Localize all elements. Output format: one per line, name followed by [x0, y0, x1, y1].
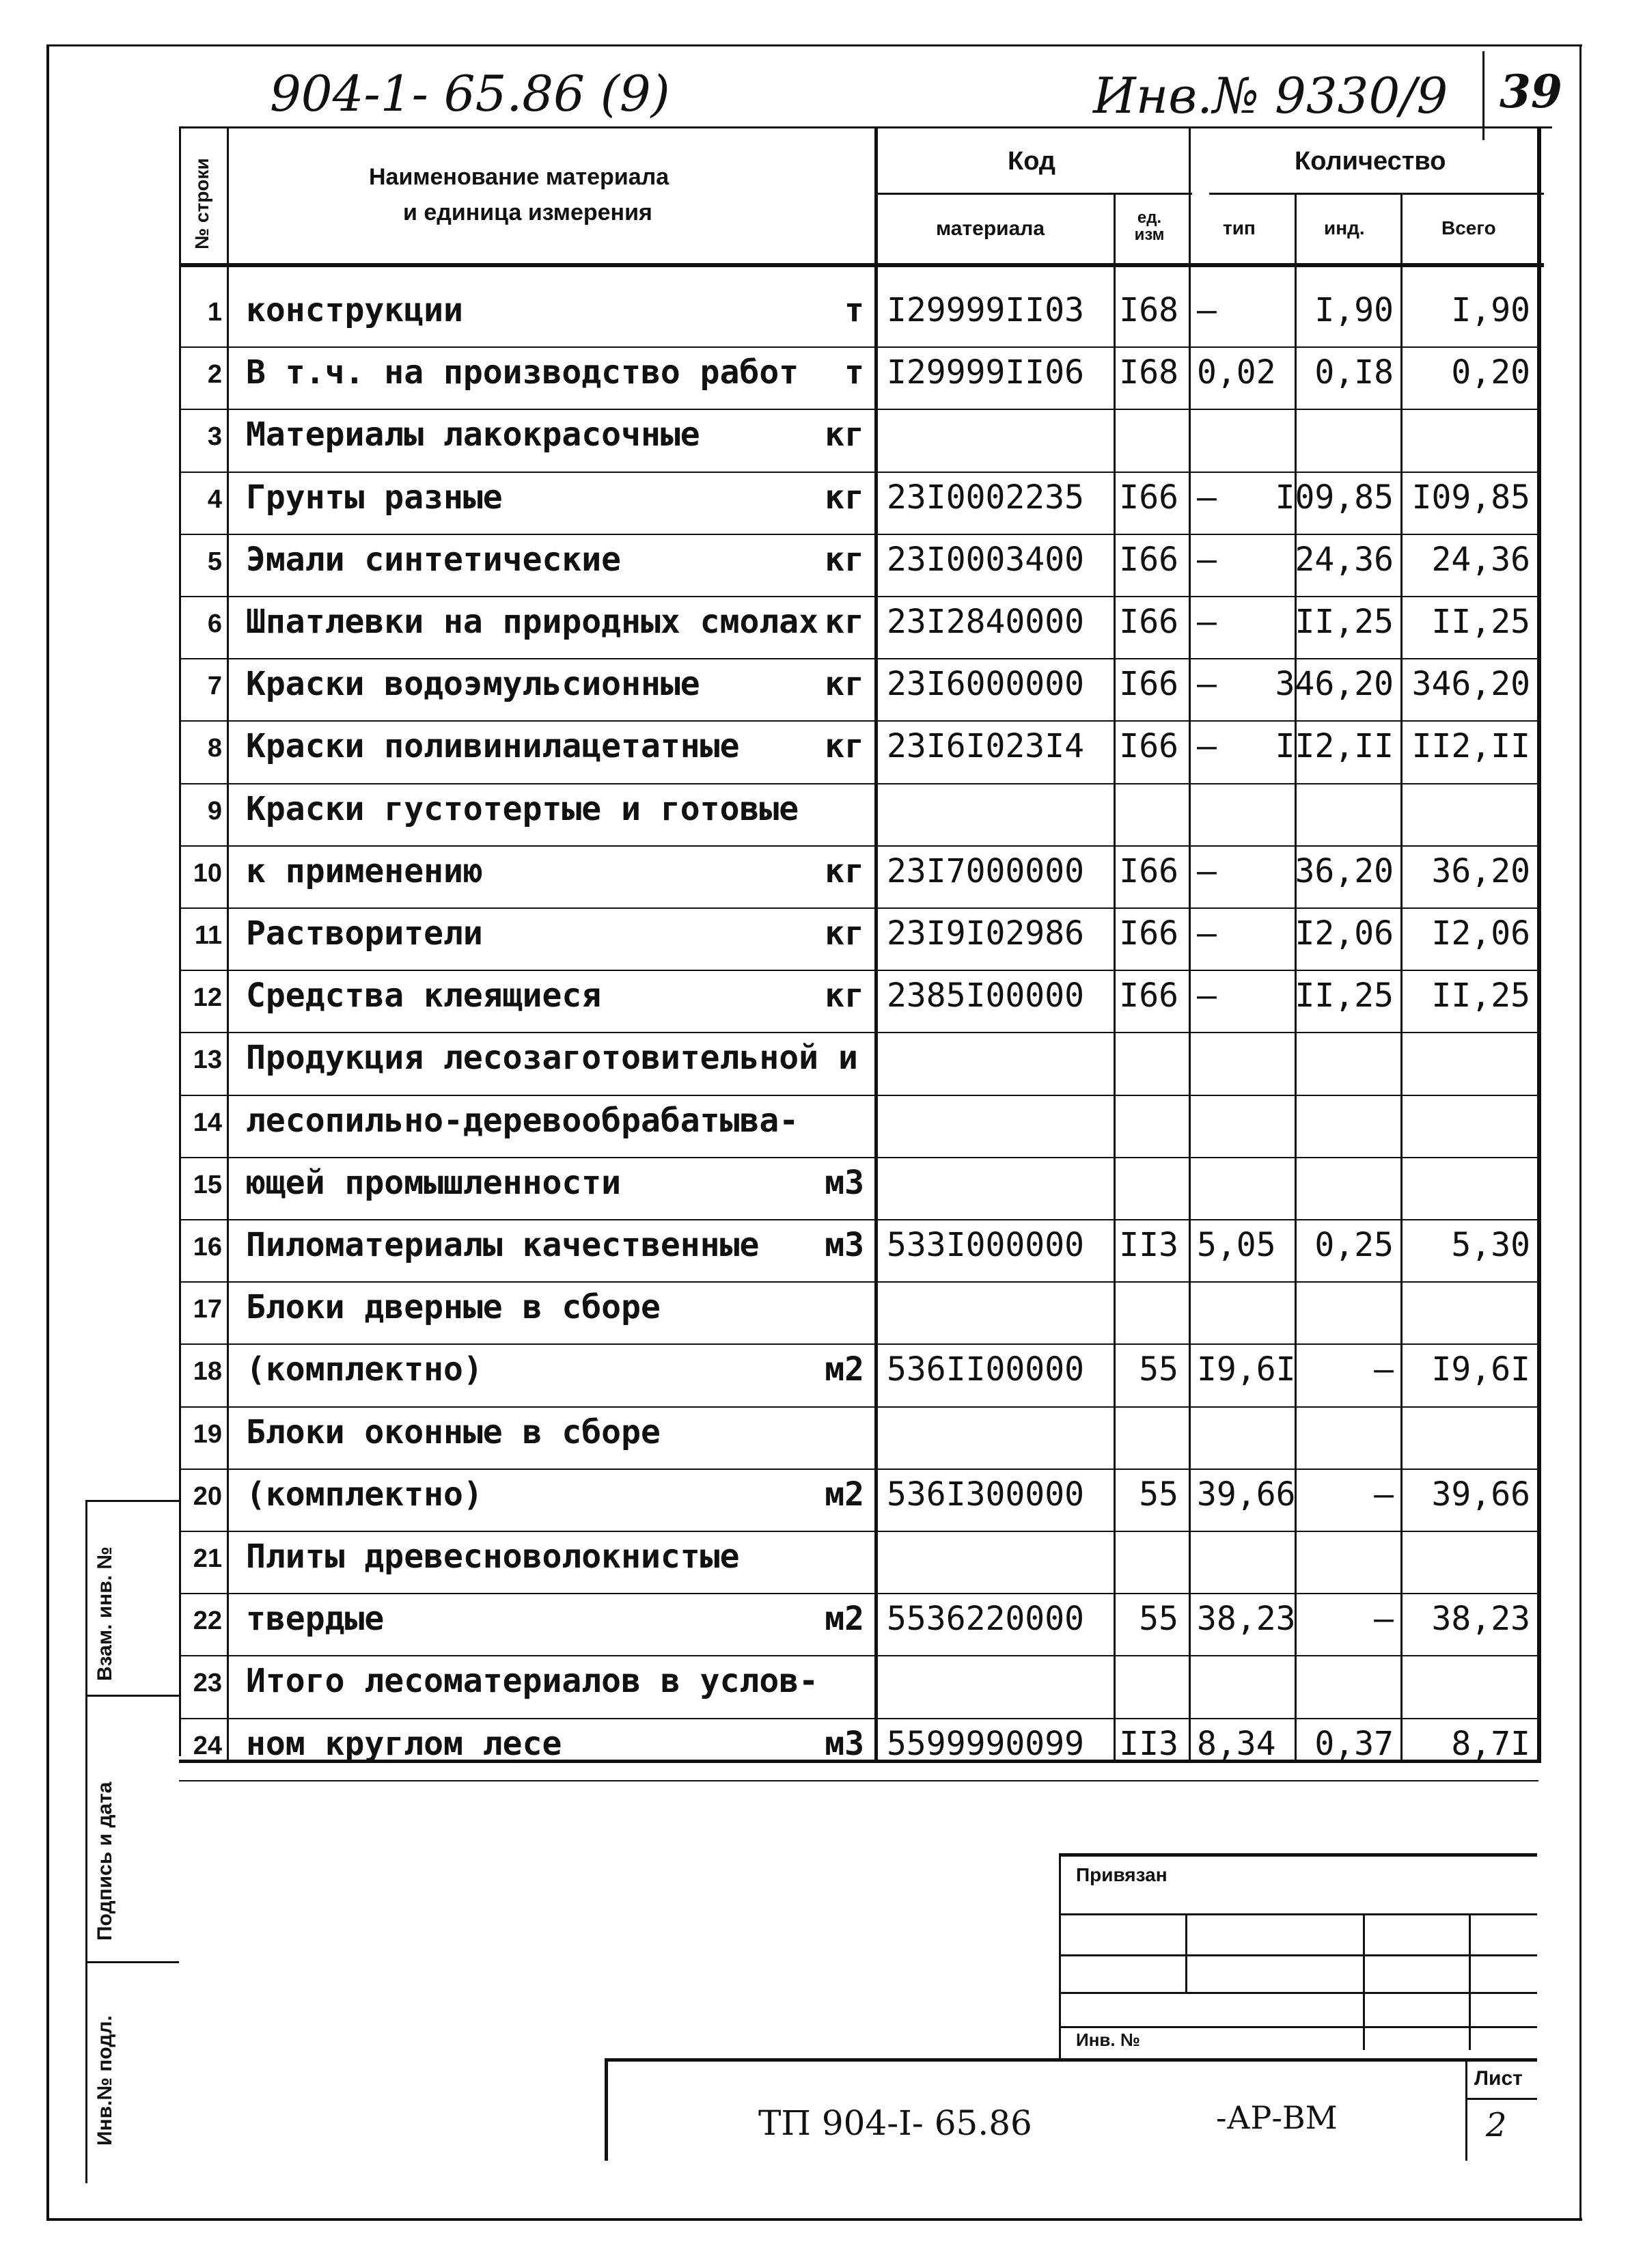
material-name: Итого лесоматериалов в услов- [246, 1662, 819, 1701]
qty-typ: – [1197, 976, 1217, 1015]
qty-ind: 0,37 [1314, 1724, 1394, 1763]
row-number: 1 [207, 298, 222, 327]
qty-typ: – [1197, 291, 1217, 329]
qty-typ: 0,02 [1197, 353, 1276, 392]
row-rule [179, 907, 1538, 909]
table-row [0, 724, 1630, 787]
material-code: 5536220000 [887, 1600, 1084, 1639]
material-name: Растворители [246, 914, 483, 953]
row-rule [179, 1219, 1538, 1220]
row-number: 6 [207, 610, 222, 638]
unit-label: м3 [825, 1724, 864, 1763]
table-row [0, 912, 1630, 974]
table-row [0, 662, 1630, 724]
code-header: Код [1008, 147, 1056, 176]
qty-ind: 346,20 [1275, 665, 1394, 704]
stamp-col-3 [1469, 1913, 1471, 2050]
qty-total: II,25 [1431, 976, 1530, 1015]
row-rule [179, 658, 1538, 659]
material-name: Краски поливинилацетатные [246, 727, 740, 766]
unit-code: 55 [1139, 1350, 1178, 1389]
table-row [0, 351, 1630, 413]
row-number: 22 [193, 1607, 222, 1636]
qty-typ: – [1197, 540, 1217, 579]
stamp-row-2 [1059, 1954, 1537, 1956]
unit-label: кг [825, 478, 864, 517]
table-row [0, 1410, 1630, 1473]
row-rule [179, 346, 1538, 348]
material-name: Грунты разные [246, 478, 503, 517]
row-number: 24 [193, 1731, 222, 1760]
qty-total: 24,36 [1431, 540, 1530, 579]
table-row [0, 849, 1630, 912]
material-name: В т.ч. на производство работ [246, 353, 799, 392]
unit-code: I66 [1119, 665, 1178, 704]
project-code: 904-1- 65.86 (9) [270, 65, 670, 122]
qty-typ-header: тип [1223, 217, 1256, 238]
table-row [0, 1659, 1630, 1721]
table-row [0, 476, 1630, 538]
table-row [0, 1722, 1630, 1784]
row-rule [179, 783, 1538, 784]
stamp-top [1059, 1853, 1537, 1857]
material-code: 2385I00000 [887, 976, 1084, 1015]
material-name: (комплектно) [246, 1350, 483, 1389]
stamp-inv-no: Инв. № [1076, 2030, 1140, 2050]
code-unit-header: ед. изм [1134, 208, 1165, 245]
qty-ind: II,25 [1295, 976, 1394, 1015]
side-label-podpis: Подпись и дата [94, 1781, 116, 1941]
qty-typ: – [1197, 851, 1217, 890]
side-strip-line-2 [85, 1695, 179, 1697]
row-rule [179, 845, 1538, 847]
qty-ind-header: инд. [1324, 217, 1365, 238]
material-name: Продукция лесозаготовительной и [246, 1039, 858, 1078]
code-material-header: материала [936, 217, 1045, 240]
material-name: твердые [246, 1600, 385, 1639]
material-name: Эмали синтетические [246, 540, 622, 579]
unit-code: I66 [1119, 851, 1178, 890]
table-row [0, 974, 1630, 1036]
table-row [0, 1535, 1630, 1597]
material-code: 23I6000000 [887, 665, 1084, 704]
material-code: I29999II03 [887, 291, 1084, 329]
qty-ind: I2,06 [1295, 914, 1394, 953]
row-rule [179, 1032, 1538, 1033]
qty-header: Количество [1295, 147, 1446, 176]
qty-ind: I09,85 [1275, 478, 1394, 517]
row-number: 2 [207, 360, 222, 390]
unit-code: I66 [1119, 976, 1178, 1015]
table-row [0, 1348, 1630, 1410]
row-number: 20 [193, 1481, 222, 1511]
qty-ind: II2,II [1275, 727, 1394, 766]
side-label-vzam: Взам. инв. № [94, 1546, 116, 1681]
unit-code: I68 [1119, 353, 1178, 392]
row-rule [179, 596, 1538, 597]
table-row [0, 787, 1630, 849]
unit-label: м3 [825, 1226, 864, 1264]
row-rule [179, 534, 1538, 535]
unit-label: т [844, 353, 864, 392]
row-number: 16 [193, 1233, 222, 1261]
table-row [0, 288, 1630, 351]
qty-subheader-line [1209, 193, 1544, 195]
material-code: 536I300000 [887, 1475, 1084, 1514]
row-number: 11 [194, 921, 222, 950]
unit-code: 55 [1139, 1475, 1178, 1514]
table-row [0, 413, 1630, 475]
stamp-row-3 [1059, 1992, 1537, 1994]
row-rule [179, 409, 1538, 410]
unit-label: кг [825, 914, 864, 953]
unit-label: кг [825, 727, 864, 766]
row-number: 23 [193, 1669, 222, 1698]
table-row [0, 600, 1630, 662]
table-top-line [179, 126, 1552, 128]
qty-total: 38,23 [1431, 1600, 1530, 1639]
title-block-sheet-line [1465, 2098, 1537, 2100]
material-code: 23I7000000 [887, 851, 1084, 890]
title-block-sheet-divider [1465, 2058, 1467, 2161]
material-name: ном круглом лесе [246, 1724, 562, 1763]
qty-total: 0,20 [1451, 353, 1530, 392]
stamp-row-4 [1059, 2026, 1537, 2028]
qty-total-header: Всего [1441, 217, 1496, 238]
qty-total: II2,II [1411, 727, 1530, 766]
table-row [0, 1473, 1630, 1535]
qty-typ: – [1197, 478, 1217, 517]
stamp-row-1 [1059, 1913, 1537, 1915]
row-rule [179, 720, 1538, 722]
qty-ind: – [1374, 1600, 1394, 1639]
row-number: 15 [193, 1170, 222, 1199]
material-name: Пиломатериалы качественные [246, 1226, 760, 1264]
unit-label: кг [825, 665, 864, 704]
qty-total: I,90 [1451, 291, 1530, 329]
title-block-top [605, 2058, 1537, 2062]
unit-label: м3 [825, 1163, 864, 1202]
material-name: к применению [246, 851, 483, 890]
row-number: 17 [193, 1295, 222, 1324]
unit-label: кг [825, 415, 864, 454]
material-name: ющей промышленности [246, 1163, 622, 1202]
material-name: Материалы лакокрасочные [246, 415, 700, 454]
unit-label: кг [825, 540, 864, 579]
row-rule [179, 1343, 1538, 1345]
qty-total: 8,7I [1451, 1724, 1530, 1763]
stamp-privyazan: Привязан [1076, 1864, 1168, 1885]
qty-typ: – [1197, 603, 1217, 641]
unit-code: 55 [1139, 1600, 1178, 1639]
table-header-bottom [179, 263, 1544, 267]
qty-typ: I9,6I [1197, 1350, 1296, 1389]
row-rule [179, 1655, 1538, 1656]
row-number: 19 [193, 1419, 222, 1449]
row-rule [179, 472, 1538, 473]
row-rule [179, 1468, 1538, 1470]
row-rule [179, 970, 1538, 971]
row-rule [179, 1593, 1538, 1594]
inventory-number: Инв.№ 9330/9 [1093, 67, 1448, 124]
code-subheader-line [878, 193, 1192, 195]
qty-ind: II,25 [1295, 603, 1394, 641]
row-number: 10 [193, 858, 222, 888]
qty-ind: – [1374, 1350, 1394, 1389]
side-strip-left [85, 1500, 87, 2183]
sheet-number: 2 [1486, 2106, 1507, 2144]
material-name: Блоки оконные в сборе [246, 1412, 661, 1451]
stamp-col-1 [1185, 1913, 1187, 1992]
unit-code: I66 [1119, 727, 1178, 766]
qty-total: I9,6I [1431, 1350, 1530, 1389]
material-name: Шпатлевки на природных смолах [246, 603, 819, 641]
row-number-header: № строки [191, 158, 212, 249]
row-number: 13 [193, 1046, 222, 1075]
row-rule [179, 1157, 1538, 1158]
qty-typ: 39,66 [1197, 1475, 1296, 1514]
row-rule [179, 1281, 1538, 1283]
top-border [46, 44, 1582, 46]
row-rule [179, 1718, 1538, 1719]
row-number: 3 [207, 422, 222, 452]
row-number: 8 [207, 734, 222, 763]
qty-typ: 5,05 [1197, 1226, 1276, 1264]
material-name: конструкции [246, 291, 463, 329]
unit-code: I66 [1119, 603, 1178, 641]
material-name: Плиты древесноволокнистые [246, 1538, 740, 1576]
table-row [0, 1285, 1630, 1348]
qty-ind: 24,36 [1295, 540, 1394, 579]
material-code: I29999II06 [887, 353, 1084, 392]
material-name: Краски густотертые и готовые [246, 789, 799, 828]
material-code: 23I2840000 [887, 603, 1084, 641]
unit-code: II3 [1119, 1226, 1178, 1264]
unit-label: м2 [825, 1350, 864, 1389]
material-code: 23I0002235 [887, 478, 1084, 517]
row-rule [179, 1095, 1538, 1096]
material-name: лесопильно-деревообрабатыва- [246, 1101, 799, 1140]
material-code: 23I6I023I4 [887, 727, 1084, 766]
unit-code: I68 [1119, 291, 1178, 329]
material-code: 23I0003400 [887, 540, 1084, 579]
unit-code: I66 [1119, 540, 1178, 579]
row-number: 14 [193, 1108, 222, 1137]
row-number: 18 [193, 1357, 222, 1386]
unit-code: I66 [1119, 914, 1178, 953]
qty-ind: I,90 [1314, 291, 1394, 329]
unit-code: I66 [1119, 478, 1178, 517]
row-number: 7 [207, 672, 222, 701]
row-number: 12 [193, 983, 222, 1013]
side-label-inv-podl: Инв.№ подл. [94, 2015, 116, 2146]
qty-typ: 38,23 [1197, 1600, 1296, 1639]
unit-label: кг [825, 976, 864, 1015]
title-doc-suffix: -АР-ВМ [1216, 2099, 1338, 2136]
row-number: 4 [207, 484, 222, 514]
table-row [0, 1597, 1630, 1659]
title-block-left [605, 2058, 608, 2161]
material-code: 5599990099 [887, 1724, 1084, 1763]
table-row [0, 1161, 1630, 1223]
qty-total: 36,20 [1431, 851, 1530, 890]
sheet-label: Лист [1474, 2067, 1523, 2090]
table-row [0, 538, 1630, 600]
table-row [0, 1099, 1630, 1161]
material-name: Блоки дверные в сборе [246, 1288, 661, 1327]
unit-label: т [844, 291, 864, 329]
material-name: Краски водоэмульсионные [246, 665, 700, 704]
qty-total: 5,30 [1451, 1226, 1530, 1264]
unit-code: II3 [1119, 1724, 1178, 1763]
unit-label: кг [825, 851, 864, 890]
qty-total: I2,06 [1431, 914, 1530, 953]
title-doc-code: ТП 904-I- 65.86 [758, 2103, 1032, 2143]
qty-typ: – [1197, 727, 1217, 766]
qty-typ: – [1197, 914, 1217, 953]
qty-ind: 36,20 [1295, 851, 1394, 890]
material-code: 23I9I02986 [887, 914, 1084, 953]
material-name: (комплектно) [246, 1475, 483, 1514]
qty-ind: 0,I8 [1314, 353, 1394, 392]
qty-typ: – [1197, 665, 1217, 704]
qty-ind: – [1374, 1475, 1394, 1514]
qty-ind: 0,25 [1314, 1226, 1394, 1264]
row-rule [179, 1406, 1538, 1408]
unit-label: кг [825, 603, 864, 641]
qty-total: I09,85 [1411, 478, 1530, 517]
qty-typ: 8,34 [1197, 1724, 1276, 1763]
unit-label: м2 [825, 1475, 864, 1514]
unit-label: м2 [825, 1600, 864, 1639]
qty-total: 346,20 [1411, 665, 1530, 704]
page-number: 39 [1500, 65, 1562, 118]
stamp-col-2 [1363, 1913, 1365, 2050]
name-header-line1: Наименование материала [369, 164, 669, 190]
qty-total: 39,66 [1431, 1475, 1530, 1514]
row-rule [179, 1531, 1538, 1532]
side-strip-line-1 [85, 1500, 179, 1502]
name-header-line2: и единица измерения [403, 200, 652, 226]
side-strip-line-3 [85, 1961, 179, 1963]
table-row [0, 1036, 1630, 1098]
row-number: 9 [207, 796, 222, 825]
material-code: 536II00000 [887, 1350, 1084, 1389]
row-number: 5 [207, 547, 222, 576]
material-code: 533I000000 [887, 1226, 1084, 1264]
row-number: 21 [193, 1544, 222, 1573]
table-row [0, 1223, 1630, 1285]
row-rule [179, 1780, 1538, 1781]
material-name: Средства клеящиеся [246, 976, 602, 1015]
qty-total: II,25 [1431, 603, 1530, 641]
